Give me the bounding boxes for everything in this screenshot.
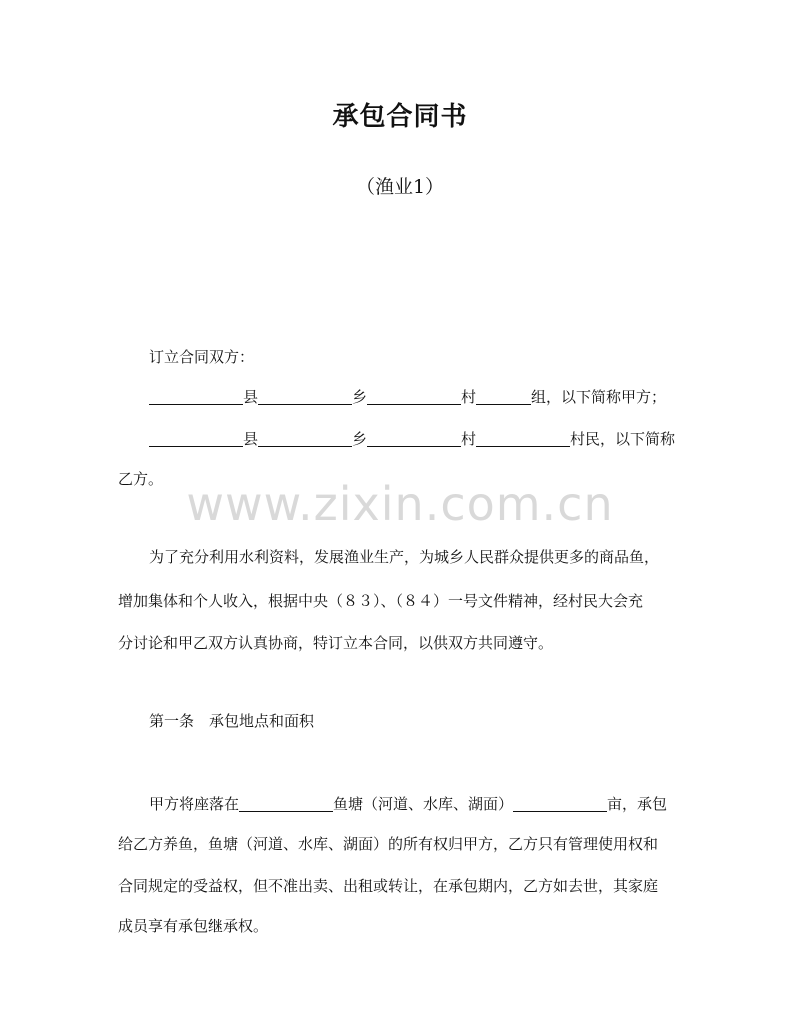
document-subtitle: （渔业1） bbox=[355, 176, 445, 198]
party-b-tail bbox=[118, 469, 688, 489]
article1-location-label: 甲方将座落在 bbox=[149, 795, 240, 813]
preamble-line-3: 分讨论和甲乙双方认真协商，特订立本合同，以供双方共同遵守。 bbox=[118, 634, 554, 652]
parties-intro bbox=[118, 347, 719, 367]
preamble-line-2: 增加集体和个人收入，根据中央（８３）、（８４）一号文件精神，经村民大会充 bbox=[118, 592, 644, 610]
watermark: www.zixin.com.cn bbox=[186, 477, 614, 531]
party-b-village-label: 村 bbox=[461, 430, 477, 448]
party-a-township-label: 乡 bbox=[352, 388, 368, 406]
party-b-county-label: 县 bbox=[243, 430, 259, 448]
county-blank-b[interactable] bbox=[149, 431, 243, 447]
village-blank-b[interactable] bbox=[367, 431, 461, 447]
location-blank[interactable] bbox=[239, 796, 333, 812]
article1-line-1 bbox=[118, 794, 719, 814]
article1-pond-label: 鱼塘（河道、水库、湖面） bbox=[333, 795, 514, 813]
party-b-line bbox=[149, 429, 719, 449]
area-blank[interactable] bbox=[513, 796, 607, 812]
article1-heading: 第一条 承包地点和面积 bbox=[149, 712, 315, 730]
parties-intro-text: 订立合同双方： bbox=[149, 348, 255, 366]
township-blank-a[interactable] bbox=[258, 389, 352, 405]
county-blank-a[interactable] bbox=[149, 389, 243, 405]
party-b-tail-text: 乙方。 bbox=[118, 470, 164, 488]
document-title: 承包合同书 bbox=[332, 102, 468, 132]
article1-line-2: 给乙方养鱼，鱼塘（河道、水库、湖面）的所有权归甲方，乙方只有管理使用权和 bbox=[118, 835, 659, 853]
township-blank-b[interactable] bbox=[258, 431, 352, 447]
article1-line-3: 合同规定的受益权，但不准出卖、出租或转让，在承包期内，乙方如去世，其家庭 bbox=[118, 877, 659, 895]
party-b-township-label: 乡 bbox=[352, 430, 368, 448]
party-a-village-label: 村 bbox=[461, 388, 477, 406]
villager-blank-b[interactable] bbox=[476, 431, 570, 447]
group-blank-a[interactable] bbox=[476, 389, 531, 405]
preamble-line-1: 为了充分利用水利资料，发展渔业生产，为城乡人民群众提供更多的商品鱼， bbox=[149, 548, 660, 566]
party-b-villager-label: 村民，以下简称 bbox=[570, 430, 676, 448]
article1-area-label: 亩，承包 bbox=[607, 795, 668, 813]
party-a-group-label: 组，以下简称甲方； bbox=[531, 388, 667, 406]
village-blank-a[interactable] bbox=[367, 389, 461, 405]
article1-line-4: 成员享有承包继承权。 bbox=[118, 917, 269, 935]
party-a-line bbox=[149, 387, 719, 407]
party-a-county-label: 县 bbox=[243, 388, 259, 406]
